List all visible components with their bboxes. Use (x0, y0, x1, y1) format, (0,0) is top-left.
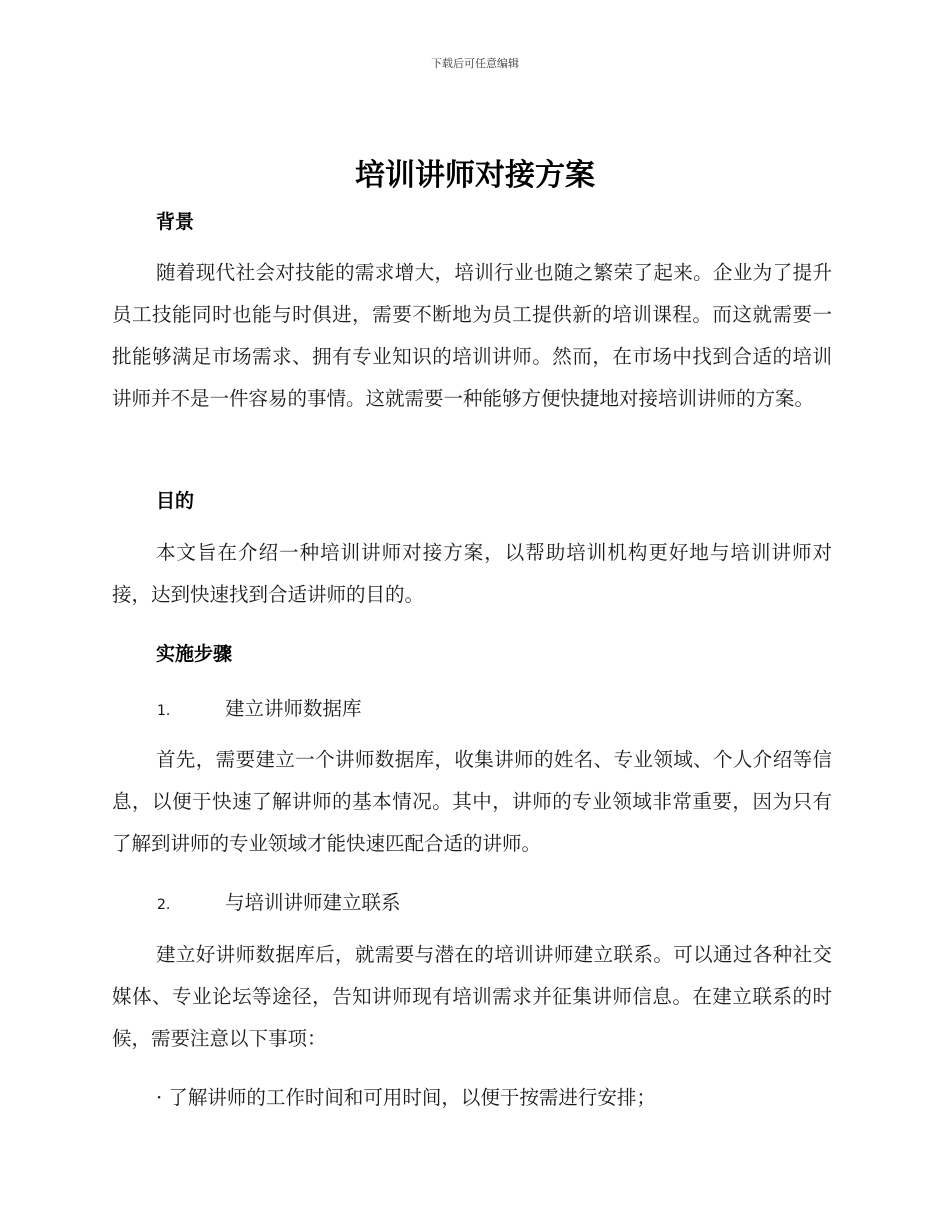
paragraph-step-2: 建立好讲师数据库后，就需要与潜在的培训讲师建立联系。可以通过各种社交媒体、专业论坛等途径，告知讲师现有培训需求并征集讲师信息。在建立联系的时候，需要注意以下事项： (112, 943, 832, 1050)
step-2-label: 与培训讲师建立联系 (225, 891, 401, 914)
heading-purpose: 目的 (156, 490, 195, 512)
paragraph-step-1: 首先，需要建立一个讲师数据库，收集讲师的姓名、专业领域、个人介绍等信息，以便于快速了解讲师的基本情况。其中，讲师的专业领域非常重要，因为只有了解到讲师的专业领域才能快速匹配合适的讲师。 (112, 748, 832, 855)
step-2-number: 2. (157, 897, 171, 913)
step-1-number: 1. (157, 703, 171, 719)
step-1 (157, 693, 362, 721)
step-2 (157, 887, 401, 915)
step-1-label: 建立讲师数据库 (225, 697, 362, 720)
heading-background: 背景 (156, 211, 195, 233)
bullet-item-1: · 了解讲师的工作时间和可用时间，以便于按需进行安排； (156, 1086, 656, 1109)
page-title: 培训讲师对接方案 (355, 158, 595, 193)
header-note: 下载后可任意编辑 (431, 57, 519, 70)
paragraph-background: 随着现代社会对技能的需求增大，培训行业也随之繁荣了起来。企业为了提升员工技能同时也能与时俱进，需要不断地为员工提供新的培训课程。而这就需要一批能够满足市场需求、拥有专业知识的培训讲师。然而，在市场中找到合适的培训讲师并不是一件容易的事情。这就需要一种能够方便快捷地对接培训讲师的方案。 (112, 261, 832, 410)
heading-steps: 实施步骤 (156, 643, 233, 665)
paragraph-purpose: 本文旨在介绍一种培训讲师对接方案，以帮助培训机构更好地与培训讲师对接，达到快速找到合适讲师的目的。 (112, 541, 832, 606)
